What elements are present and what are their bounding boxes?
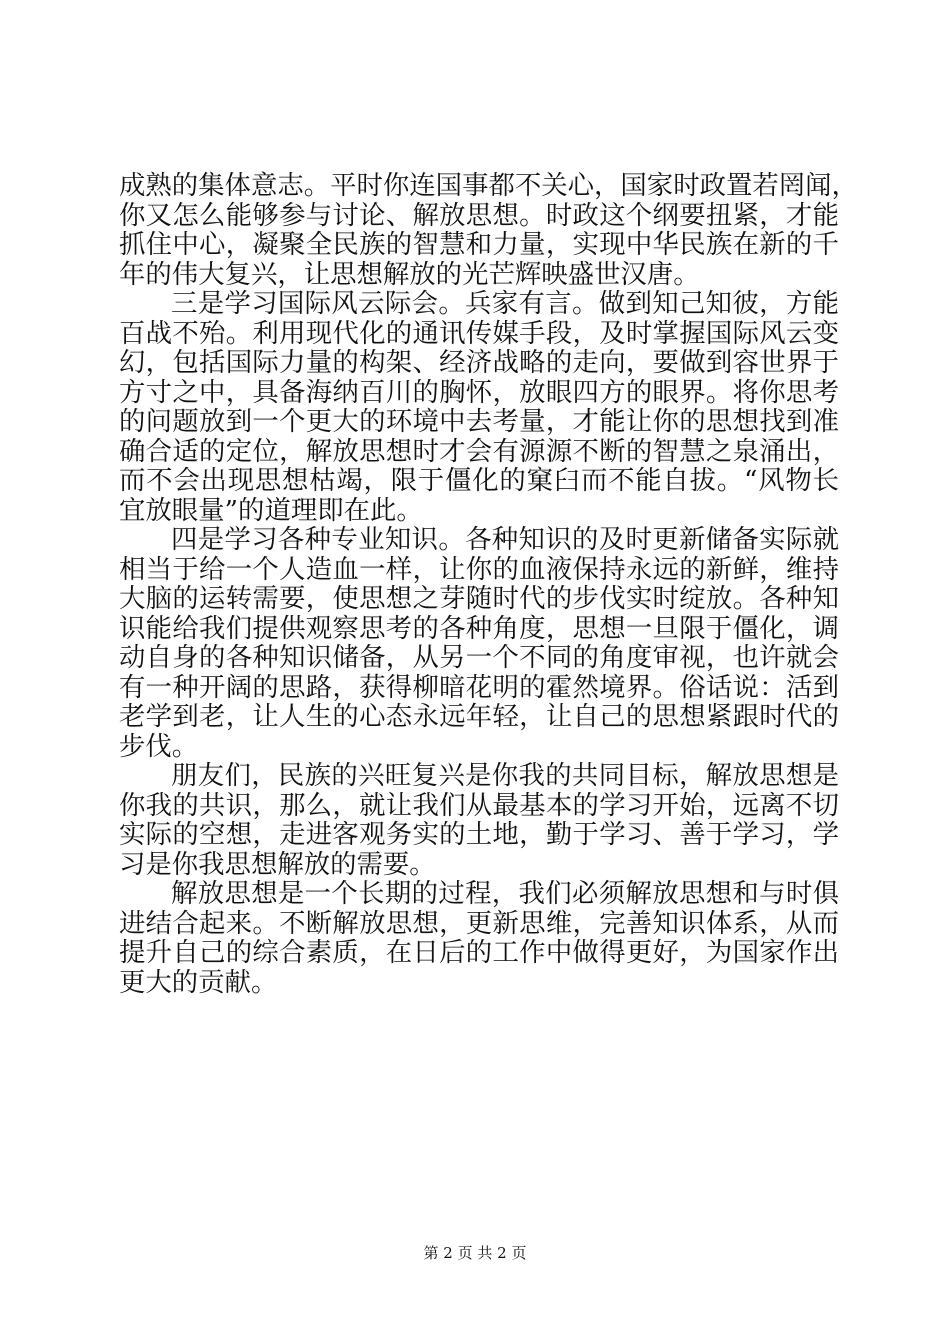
text-line: 动自身的各种知识储备，从另一个不同的角度审视，也许就会: [119, 642, 839, 673]
text-line: 抓住中心，凝聚全民族的智慧和力量，实现中华民族在新的千: [119, 229, 839, 260]
text-line: 年的伟大复兴，让思想解放的光芒辉映盛世汉唐。: [119, 258, 700, 290]
text-line: 幻，包括国际力量的构架、经济战略的走向，要做到容世界于: [119, 347, 839, 378]
text-line: 三是学习国际风云际会。兵家有言。做到知己知彼，方能: [171, 288, 839, 319]
page-number-label: 第 2 页 共 2 页: [423, 1244, 527, 1262]
paragraph-4: [119, 761, 839, 879]
text-line: 四是学习各种专业知识。各种知识的及时更新储备实际就: [171, 524, 839, 555]
text-line: 进结合起来。不断解放思想，更新思维，完善知识体系，从而: [119, 907, 839, 939]
text-line: 成熟的集体意志。平时你连国事都不关心，国家时政置若罔闻，: [119, 170, 858, 201]
text-line: 有一种开阔的思路，获得柳暗花明的霍然境界。俗话说：活到: [119, 671, 839, 703]
text-line: 百战不殆。利用现代化的通讯传媒手段，及时掌握国际风云变: [119, 317, 839, 349]
text-line: 的问题放到一个更大的环境中去考量，才能让你的思想找到准: [119, 406, 839, 437]
text-line: 宜放眼量”的道理即在此。: [119, 494, 423, 526]
page-footer: [0, 1243, 950, 1263]
text-line: 实际的空想，走进客观务实的土地，勤于学习、善于学习，学: [119, 819, 839, 850]
text-line: 大脑的运转需要，使思想之芽随时代的步伐实时绽放。各种知: [119, 583, 839, 614]
text-line: 老学到老，让人生的心态永远年轻，让自己的思想紧跟时代的: [119, 701, 839, 732]
text-line: 你我的共识，那么，就让我们从最基本的学习开始，远离不切: [119, 789, 839, 821]
paragraph-1: [119, 170, 858, 290]
text-line: 识能给我们提供观察思考的各种角度，思想一旦限于僵化，调: [119, 612, 839, 644]
text-line: 步伐。: [119, 730, 199, 762]
document-body: [119, 170, 858, 998]
text-line: 而不会出现思想枯竭，限于僵化的窠臼而不能自拔。“风物长: [119, 465, 839, 496]
text-line: 更大的贡献。: [119, 966, 278, 998]
text-line: 习是你我思想解放的需要。: [119, 848, 436, 880]
text-line: 你又怎么能够参与讨论、解放思想。时政这个纲要扭紧，才能: [119, 199, 839, 231]
text-line: 相当于给一个人造血一样，让你的血液保持永远的新鲜，维持: [119, 553, 839, 585]
text-line: 提升自己的综合素质，在日后的工作中做得更好，为国家作出: [119, 937, 839, 968]
text-line: 朋友们，民族的兴旺复兴是你我的共同目标，解放思想是: [171, 760, 839, 791]
text-line: 解放思想是一个长期的过程，我们必须解放思想和与时俱: [171, 878, 839, 909]
paragraph-3: [119, 525, 839, 761]
paragraph-2: [119, 289, 839, 525]
paragraph-5: [119, 879, 839, 997]
text-line: 方寸之中，具备海纳百川的胸怀，放眼四方的眼界。将你思考: [119, 376, 839, 408]
text-line: 确合适的定位，解放思想时才会有源源不断的智慧之泉涌出，: [119, 435, 839, 467]
